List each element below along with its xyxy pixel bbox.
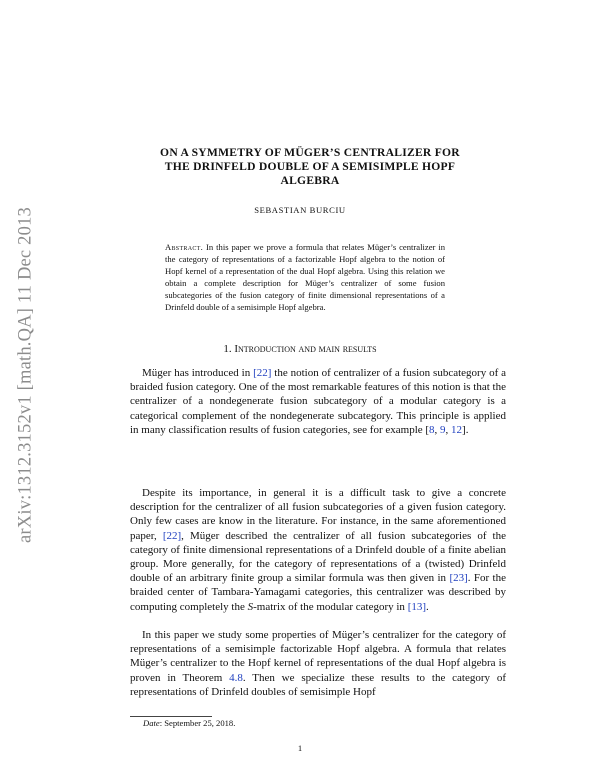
paragraph-text: , xyxy=(434,423,441,436)
paragraph-text: the notion of centralizer of a fusion subcategory of a braided fusion category. One of the most remarkable features of this notion is that the centralizer of a nondegenerate fusion subcategory of a modular category is a categorical complement of the nondegenerate subcategory. This principle is applied in many classification results of fusion categories, see for example [ xyxy=(130,367,506,436)
abstract-text: In this paper we prove a formula that relates Müger’s centralizer in the category of representations of a factorizable Hopf algebra to the notion of Hopf kernel of a representation of the dual Hopf algebra. Using this relation we obtain a complete description for Müger’s centralizer of some fusion subcategories of the fusion category of finite dimensional representations of a Drinfeld double of a semisimple Hopf algebra. xyxy=(165,242,446,312)
title-line: ALGEBRA xyxy=(280,174,340,187)
paragraph-text: Despite its importance, in general it is a difficult task to give a concrete description for the centralizer of all fusion subcategories of a given fusion category. Only few cases are know in the literature. For instance, in the same aforementioned paper, xyxy=(130,487,506,542)
math-symbol: S xyxy=(247,600,254,613)
citation-link[interactable]: [22] xyxy=(162,529,182,542)
paragraph-text: . For the braided center of Tambara-Yamagami categories, this centralizer was described by computing completely the xyxy=(130,572,506,613)
paragraph-text: . xyxy=(426,600,429,613)
paragraph xyxy=(130,486,506,614)
paragraph-text: -matrix of the modular category in xyxy=(253,600,408,613)
citation-link[interactable]: 8 xyxy=(429,423,435,436)
section-number: 1. xyxy=(223,343,232,355)
theorem-link[interactable]: 4.8 xyxy=(229,671,243,684)
title-line: THE DRINFELD DOUBLE OF A SEMISIMPLE HOPF xyxy=(164,160,456,173)
arxiv-stamp xyxy=(5,180,47,570)
citation-link[interactable]: [22] xyxy=(253,367,272,379)
paragraph-text: In this paper we study some properties of Müger’s centralizer for the category of representations of a semisimple factorizable Hopf algebra. A formula that relates Müger’s centralizer to the Hopf kernel of representations of the dual Hopf algebra is proven in Theorem xyxy=(130,629,506,684)
abstract xyxy=(165,241,445,313)
footnote-rule xyxy=(130,716,212,717)
paragraph-text: ]. xyxy=(462,423,469,436)
paragraph-text: Müger has introduced in xyxy=(142,367,254,379)
footnote-text: : September 25, 2018. xyxy=(159,718,236,728)
section-heading xyxy=(0,343,600,355)
citation-link[interactable]: 12 xyxy=(451,423,463,436)
footnote xyxy=(143,718,235,728)
citation-link[interactable]: [13] xyxy=(407,600,427,613)
author: SEBASTIAN BURCIU xyxy=(254,205,346,215)
arxiv-id: arXiv:1312.3152v1 [math.QA] 11 Dec 2013 xyxy=(15,207,36,543)
title-line: ON A SYMMETRY OF MÜGER’S CENTRALIZER FOR xyxy=(160,146,460,159)
citation-link[interactable]: [23] xyxy=(449,572,468,585)
paragraph xyxy=(130,366,506,437)
section-title: Introduction and main results xyxy=(234,343,377,355)
paragraph xyxy=(130,628,506,699)
abstract-label: Abstract. xyxy=(165,242,204,252)
paragraph-text: , xyxy=(445,423,452,436)
paragraph-text: , Müger described the centralizer of all fusion subcategories of the category of finite dimensional representations of a Drinfeld double of a finite abelian group. More generally, for the category of representations of a (twisted) Drinfeld double of an arbitrary finite group a similar formula was then given in xyxy=(130,529,506,585)
paper-title xyxy=(120,146,500,188)
paragraph-text: . Then we specialize these results to the category of representations of Drinfeld doubles of semisimple Hopf xyxy=(130,671,507,698)
citation-link[interactable]: 9 xyxy=(440,423,446,436)
page-number: 1 xyxy=(297,743,303,753)
footnote-label: Date xyxy=(143,718,160,728)
